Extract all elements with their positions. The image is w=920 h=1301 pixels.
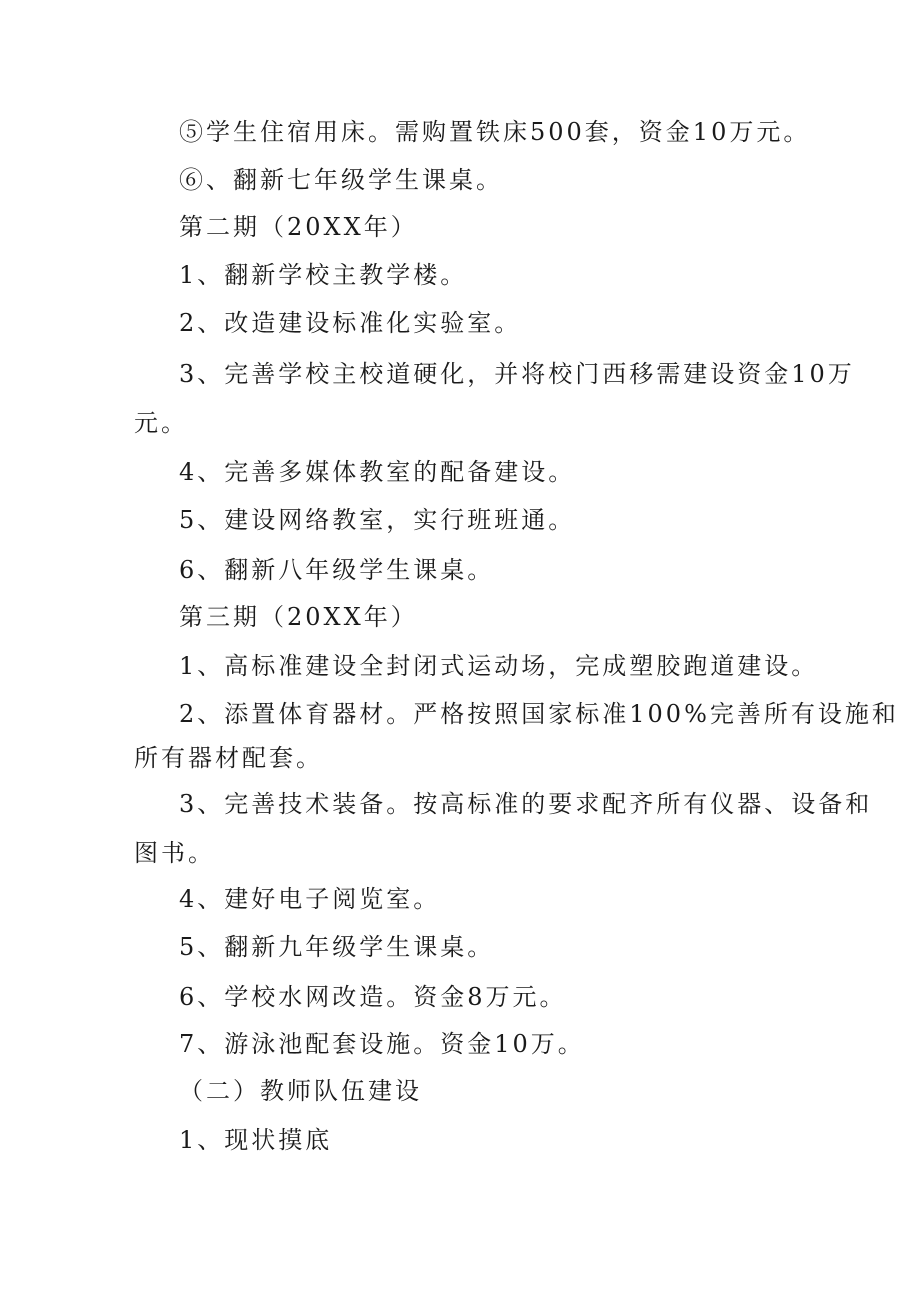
text-line: 7、游泳池配套设施。资金10万。 — [179, 1030, 585, 1058]
text-line: 6、学校水网改造。资金8万元。 — [179, 983, 567, 1011]
text-line: 6、翻新八年级学生课桌。 — [179, 556, 495, 584]
text-line-continuation: 所有器材配套。 — [134, 744, 323, 772]
text-line: 5、翻新九年级学生课桌。 — [179, 933, 495, 961]
text-line: 2、改造建设标准化实验室。 — [179, 309, 522, 337]
text-line: ⑤学生住宿用床。需购置铁床500套，资金10万元。 — [179, 118, 811, 146]
section-heading-phase-2: 第二期（20XX年） — [179, 213, 418, 241]
text-line: 4、完善多媒体教室的配备建设。 — [179, 458, 576, 486]
text-line: 1、高标准建设全封闭式运动场，完成塑胶跑道建设。 — [179, 652, 819, 680]
text-line: 3、完善技术装备。按高标准的要求配齐所有仪器、设备和 — [179, 790, 873, 818]
text-line: 5、建设网络教室，实行班班通。 — [179, 506, 576, 534]
text-line-continuation: 图书。 — [134, 839, 215, 867]
text-line: 1、翻新学校主教学楼。 — [179, 261, 468, 289]
text-line: 1、现状摸底 — [179, 1126, 333, 1154]
text-line: ⑥、翻新七年级学生课桌。 — [179, 166, 503, 194]
section-heading-phase-3: 第三期（20XX年） — [179, 603, 418, 631]
section-heading-teacher-team: （二）教师队伍建设 — [179, 1077, 422, 1105]
text-line: 3、完善学校主校道硬化，并将校门西移需建设资金10万 — [179, 360, 855, 388]
text-line: 2、添置体育器材。严格按照国家标准100%完善所有设施和 — [179, 700, 899, 728]
text-line-continuation: 元。 — [134, 409, 188, 437]
text-line: 4、建好电子阅览室。 — [179, 885, 441, 913]
